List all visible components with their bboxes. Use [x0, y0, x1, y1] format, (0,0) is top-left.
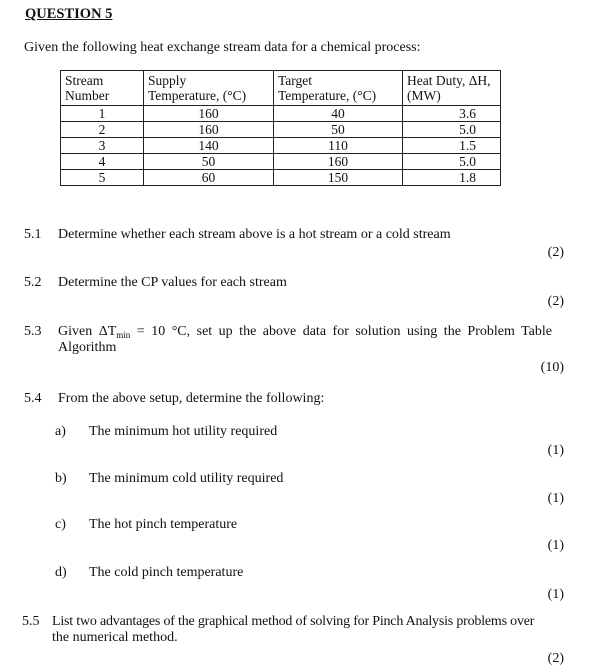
cell-supply: 160: [144, 106, 274, 122]
q54-number: 5.4: [24, 391, 42, 406]
q53-subscript: min: [116, 330, 131, 340]
q54a-text: The minimum hot utility required: [89, 424, 278, 439]
q55-text-line2: the numerical method.: [52, 630, 178, 645]
q54b-text: The minimum cold utility required: [89, 471, 284, 486]
table-row: [61, 138, 501, 154]
intro-text: Given the following heat exchange stream data for a chemical process:: [24, 40, 421, 55]
cell-stream: 2: [61, 122, 144, 138]
q53-number: 5.3: [24, 324, 42, 339]
q54b-letter: b): [55, 471, 67, 486]
q53-text-line2: Algorithm: [58, 340, 117, 355]
cell-supply: 50: [144, 154, 274, 170]
stream-data-table: [60, 70, 501, 186]
cell-stream: 4: [61, 154, 144, 170]
cell-target: 110: [274, 138, 403, 154]
q54-text: From the above setup, determine the following:: [58, 391, 325, 406]
header-stream-number: Stream Number: [61, 71, 144, 106]
q54d-marks: (1): [547, 587, 564, 602]
q54a-letter: a): [55, 424, 66, 439]
cell-duty: 3.6: [403, 106, 501, 122]
q54c-letter: c): [55, 517, 66, 532]
q51-text: Determine whether each stream above is a hot stream or a cold stream: [58, 227, 451, 242]
table-row: [61, 122, 501, 138]
question-heading: QUESTION 5: [25, 6, 113, 22]
cell-stream: 5: [61, 170, 144, 186]
header-supply-temperature: Supply Temperature, (°C): [144, 71, 274, 106]
q52-number: 5.2: [24, 275, 42, 290]
table-row: [61, 154, 501, 170]
q51-number: 5.1: [24, 227, 42, 242]
cell-supply: 140: [144, 138, 274, 154]
cell-supply: 160: [144, 122, 274, 138]
q52-text: Determine the CP values for each stream: [58, 275, 287, 290]
q54d-letter: d): [55, 565, 67, 580]
table-row: [61, 170, 501, 186]
table-header-row: [61, 71, 501, 106]
cell-stream: 1: [61, 106, 144, 122]
q53-marks: (10): [540, 360, 564, 375]
q54c-marks: (1): [547, 538, 564, 553]
cell-duty: 5.0: [403, 154, 501, 170]
cell-target: 50: [274, 122, 403, 138]
q55-number: 5.5: [22, 614, 40, 629]
header-heat-duty: Heat Duty, ΔH, (MW): [403, 71, 501, 106]
cell-duty: 5.0: [403, 122, 501, 138]
q52-marks: (2): [547, 294, 564, 309]
cell-duty: 1.8: [403, 170, 501, 186]
q51-marks: (2): [547, 245, 564, 260]
q54b-marks: (1): [547, 491, 564, 506]
header-target-temperature: Target Temperature, (°C): [274, 71, 403, 106]
q54c-text: The hot pinch temperature: [89, 517, 238, 532]
q53-text: Given $\Delta T_{min} = 10$ °C, set up the above data for solution using the Problem Table: [58, 324, 552, 340]
cell-target: 150: [274, 170, 403, 186]
q55-text: List two advantages of the graphical method of solving for Pinch Analysis problems over: [52, 614, 535, 629]
q55-marks: (2): [547, 651, 564, 666]
cell-target: 160: [274, 154, 403, 170]
table-row: [61, 106, 501, 122]
cell-target: 40: [274, 106, 403, 122]
q54a-marks: (1): [547, 443, 564, 458]
cell-stream: 3: [61, 138, 144, 154]
cell-duty: 1.5: [403, 138, 501, 154]
cell-supply: 60: [144, 170, 274, 186]
q54d-text: The cold pinch temperature: [89, 565, 244, 580]
